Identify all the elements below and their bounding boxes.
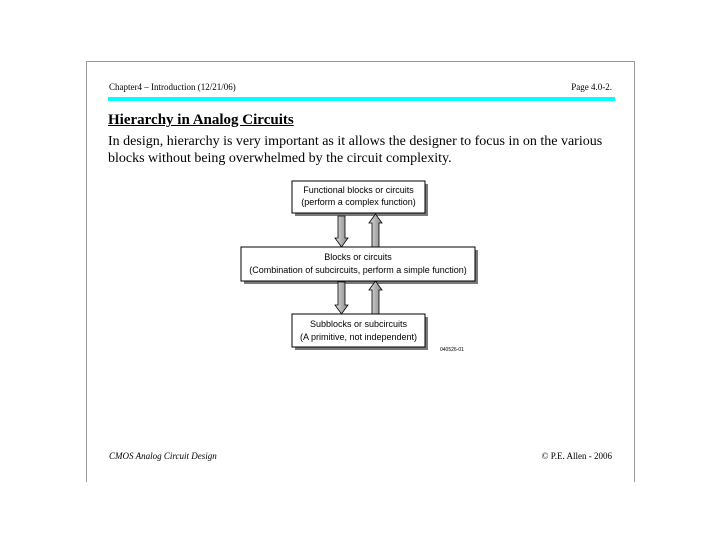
hierarchy-diagram [87, 62, 636, 483]
arrow-down-1 [335, 216, 348, 247]
box-2-line-2: (Combination of subcircuits, perform a simple function) [249, 265, 467, 275]
box-subblocks [292, 314, 428, 350]
box-3-line-2: (A primitive, not independent) [299, 332, 418, 342]
header-chapter: Chapter4 – Introduction (12/21/06) [109, 82, 236, 92]
footer-course: CMOS Analog Circuit Design [109, 451, 217, 461]
body-line-1: In design, hierarchy is very important as it allows the designer to focus in on the various [108, 134, 603, 149]
arrow-up-1 [369, 214, 382, 247]
box-1-line-1: Functional blocks or circuits [303, 185, 414, 195]
box-2-line-1: Blocks or circuits [324, 252, 392, 262]
box-functional-blocks [292, 181, 428, 216]
header-page-number: Page 4.0-2. [571, 82, 612, 92]
arrow-up-2 [369, 281, 382, 314]
footer-copyright: © P.E. Allen - 2006 [541, 451, 612, 461]
box-1-line-2: (perform a complex function) [301, 197, 416, 207]
slide-title: Hierarchy in Analog Circuits [108, 112, 294, 128]
box-blocks-or-circuits [241, 247, 478, 284]
figure-id: 040526-01 [440, 347, 464, 353]
box-3-line-1: Subblocks or subcircuits [309, 319, 408, 329]
slide-page [86, 61, 635, 482]
arrow-down-2 [335, 282, 348, 314]
body-line-2: blocks without being overwhelmed by the circuit complexity. [108, 151, 452, 166]
